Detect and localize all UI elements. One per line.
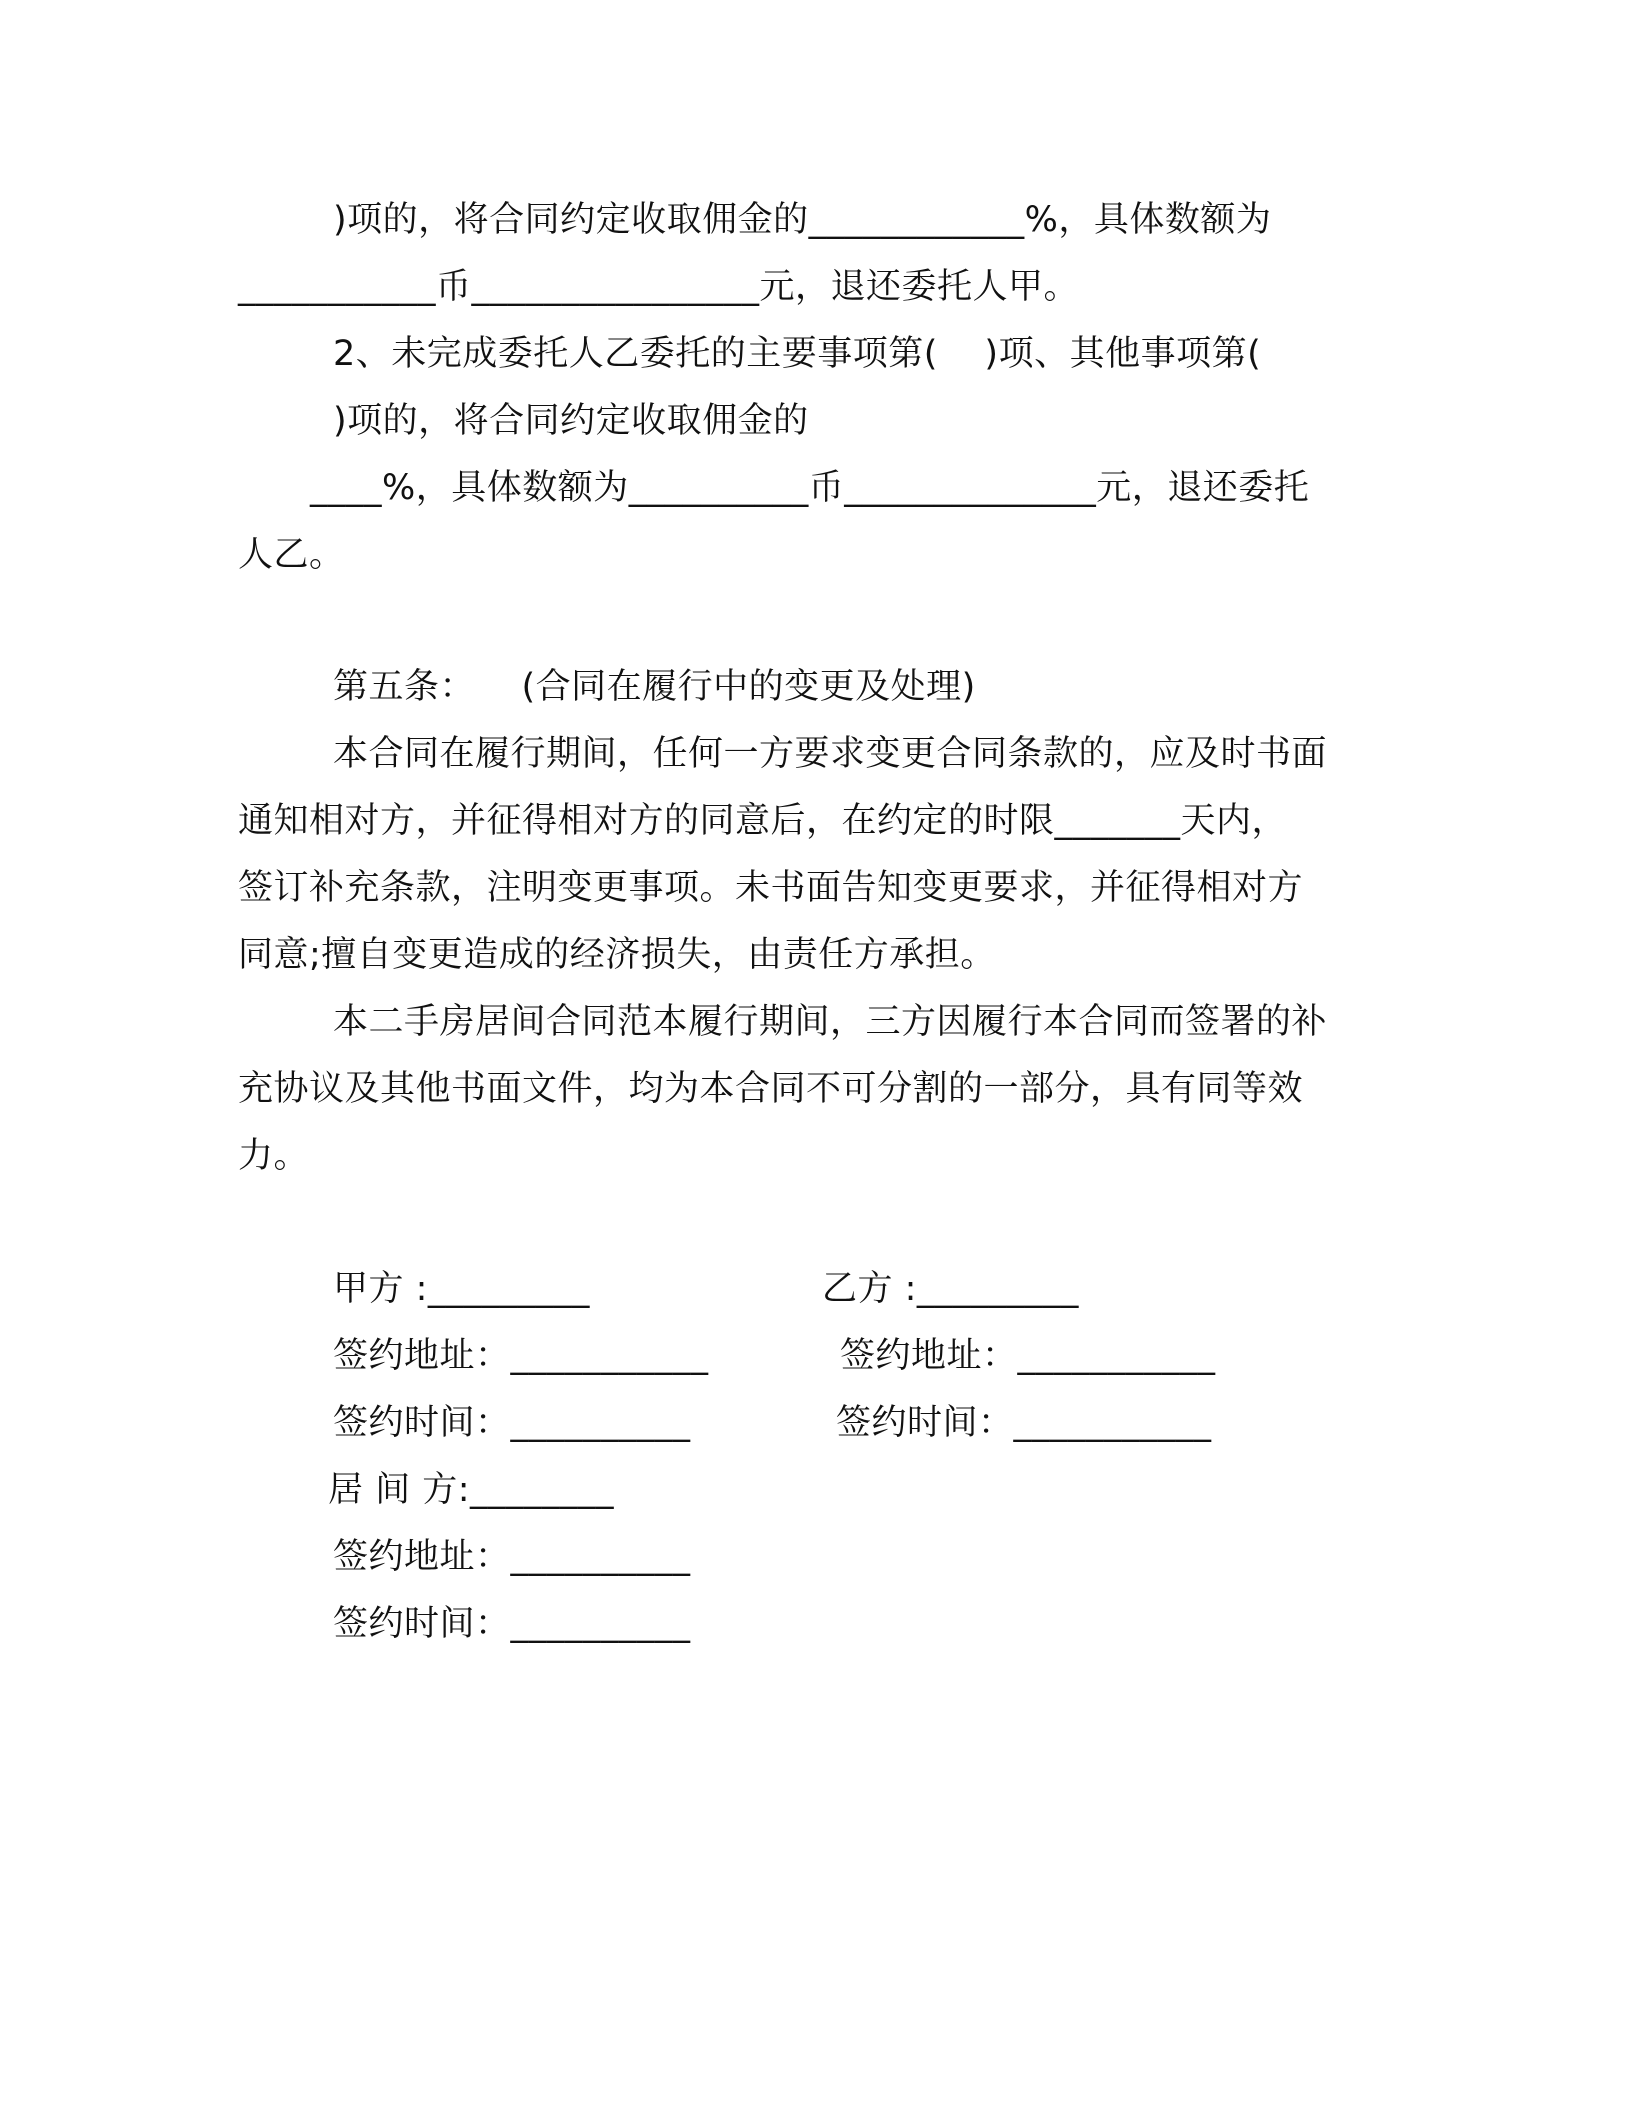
article4-line-4: )项的，将合同约定收取佣金的 [333,401,809,441]
party-a-address: 签约地址：___________ [333,1336,709,1376]
article5-p1-line-1: 本合同在履行期间，任何一方要求变更合同条款的，应及时书面 [333,734,1328,774]
broker-address: 签约地址：__________ [333,1537,691,1577]
article4-line-5: ____%，具体数额为__________币______________元，退还委托 [310,468,1310,508]
party-b-label: 乙方 :_________ [822,1269,1079,1309]
article5-p2-line-1: 本二手房居间合同范本履行期间，三方因履行本合同而签署的补 [333,1002,1328,1042]
article5-p2-line-3: 力。 [238,1136,310,1176]
article4-line-2: ___________币________________元，退还委托人甲。 [238,267,1080,307]
article4-line-3: 2、未完成委托人乙委托的主要事项第( )项、其他事项第( [333,334,1262,374]
article5-p1-line-4: 同意;擅自变更造成的经济损失，由责任方承担。 [238,935,996,975]
article5-p1-line-2: 通知相对方，并征得相对方的同意后，在约定的时限_______天内， [238,801,1288,841]
article5-heading: 第五条： (合同在履行中的变更及处理) [333,667,976,707]
article5-p2-line-2: 充协议及其他书面文件，均为本合同不可分割的一部分，具有同等效 [238,1069,1304,1109]
article4-line-6: 人乙。 [238,535,345,575]
article4-line-1: )项的，将合同约定收取佣金的____________%，具体数额为 [333,200,1272,240]
party-a-time: 签约时间：__________ [333,1403,691,1443]
party-a-label: 甲方 :_________ [333,1269,590,1309]
party-b-address: 签约地址：___________ [840,1336,1216,1376]
party-b-time: 签约时间：___________ [836,1403,1212,1443]
broker-time: 签约时间：__________ [333,1604,691,1644]
article5-p1-line-3: 签订补充条款，注明变更事项。未书面告知变更要求，并征得相对方 [238,868,1304,908]
broker-label: 居 间 方:________ [328,1470,615,1510]
